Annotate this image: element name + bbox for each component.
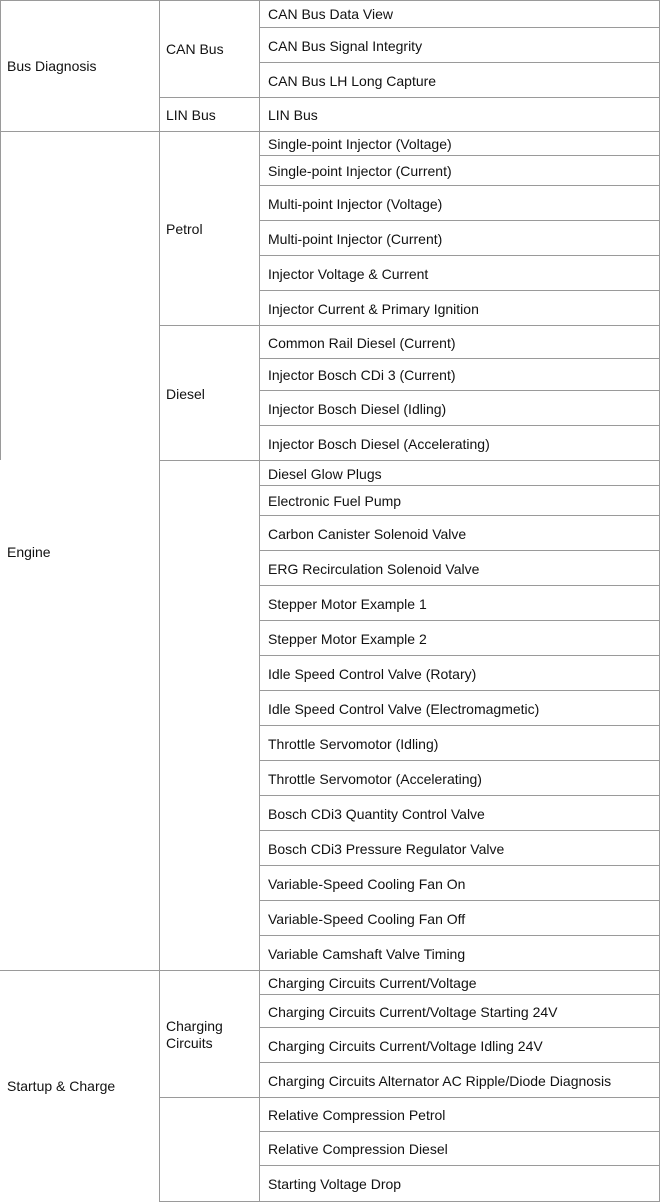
test-item[interactable] <box>260 551 660 586</box>
test-item-label: Variable-Speed Cooling Fan Off <box>268 910 466 927</box>
test-item[interactable] <box>260 486 660 516</box>
subcategory-label: Petrol <box>166 221 203 237</box>
test-item-label: Diesel Glow Plugs <box>268 465 382 482</box>
test-item-label: Bosch CDi3 Pressure Regulator Valve <box>268 840 505 857</box>
test-item-label: Throttle Servomotor (Accelerating) <box>268 770 482 787</box>
test-item-label: Starting Voltage Drop <box>268 1175 402 1192</box>
row-divider <box>260 485 660 486</box>
test-item-label: Charging Circuits Alternator AC Ripple/Diode Diagnosis <box>268 1072 612 1089</box>
test-item[interactable] <box>260 796 660 831</box>
row-divider <box>260 131 660 132</box>
category-label: Startup & Charge <box>7 1078 116 1094</box>
row-divider <box>260 27 660 28</box>
subcategory-cell <box>159 1098 259 1201</box>
test-item[interactable] <box>260 691 660 726</box>
test-item-label: Multi-point Injector (Voltage) <box>268 195 443 212</box>
row-divider <box>260 155 660 156</box>
test-item-label: Variable Camshaft Valve Timing <box>268 945 466 962</box>
test-item[interactable] <box>260 1166 660 1201</box>
row-divider <box>0 131 160 132</box>
row-divider <box>260 690 660 691</box>
subcategory-cell <box>159 0 259 98</box>
test-item-label: Variable-Speed Cooling Fan On <box>268 875 466 892</box>
row-divider <box>159 97 260 98</box>
test-item-label: Common Rail Diesel (Current) <box>268 334 456 351</box>
test-item-label: LIN Bus <box>268 107 318 123</box>
test-item-label: Injector Bosch Diesel (Accelerating) <box>268 435 490 452</box>
row-divider <box>260 1131 660 1132</box>
row-divider <box>260 830 660 831</box>
test-item[interactable] <box>260 1098 660 1132</box>
test-item[interactable] <box>260 995 660 1028</box>
test-item[interactable] <box>260 1063 660 1098</box>
row-divider <box>260 725 660 726</box>
test-item[interactable] <box>260 971 660 995</box>
test-item[interactable] <box>260 901 660 936</box>
test-item[interactable] <box>260 1028 660 1063</box>
row-divider <box>260 515 660 516</box>
test-item[interactable] <box>260 391 660 426</box>
test-item-label: Relative Compression Petrol <box>268 1107 446 1123</box>
test-item[interactable] <box>260 516 660 551</box>
row-divider <box>260 390 660 391</box>
subcategory-cell <box>159 132 259 326</box>
subcategory-label: CAN Bus <box>166 41 224 57</box>
subcategory-label: Charging Circuits <box>166 1017 223 1051</box>
row-divider <box>260 900 660 901</box>
row-divider <box>260 585 660 586</box>
row-divider <box>260 220 660 221</box>
test-item[interactable] <box>260 221 660 256</box>
row-divider <box>260 994 660 995</box>
row-divider <box>260 1097 660 1098</box>
subcategory-cell <box>159 461 259 971</box>
test-item[interactable] <box>260 831 660 866</box>
row-divider <box>260 795 660 796</box>
test-item[interactable] <box>260 156 660 186</box>
category-cell <box>0 132 159 971</box>
test-item-label: Single-point Injector (Current) <box>268 163 452 179</box>
subcategory-label: Diesel <box>166 385 205 402</box>
test-item[interactable] <box>260 726 660 761</box>
test-item[interactable] <box>260 63 660 98</box>
test-item-label: Stepper Motor Example 2 <box>268 630 427 647</box>
test-item-label: Idle Speed Control Valve (Electromagmetic) <box>268 700 540 717</box>
row-divider <box>159 1097 260 1098</box>
test-item-label: Injector Bosch CDi 3 (Current) <box>268 367 456 383</box>
row-divider <box>260 358 660 359</box>
test-item[interactable] <box>260 98 660 132</box>
row-divider <box>260 97 660 98</box>
test-item-label: Bosch CDi3 Quantity Control Valve <box>268 805 485 822</box>
row-divider <box>159 460 260 461</box>
row-divider <box>260 760 660 761</box>
test-item-label: Electronic Fuel Pump <box>268 493 402 509</box>
test-item[interactable] <box>260 256 660 291</box>
row-divider <box>260 460 660 461</box>
row-divider <box>260 1165 660 1166</box>
column-divider <box>259 0 260 1202</box>
category-cell <box>0 0 159 132</box>
test-item-label: CAN Bus LH Long Capture <box>268 72 437 89</box>
row-divider <box>159 131 260 132</box>
row-divider <box>260 620 660 621</box>
test-item-label: Idle Speed Control Valve (Rotary) <box>268 665 477 682</box>
test-item-label: Carbon Canister Solenoid Valve <box>268 525 467 542</box>
row-divider <box>260 425 660 426</box>
test-item-label: CAN Bus Data View <box>268 6 394 22</box>
test-item-label: Injector Current & Primary Ignition <box>268 300 479 317</box>
row-divider <box>260 255 660 256</box>
test-item-label: CAN Bus Signal Integrity <box>268 37 423 54</box>
column-divider <box>159 0 160 1202</box>
test-item-label: Stepper Motor Example 1 <box>268 595 427 612</box>
test-item[interactable] <box>260 291 660 326</box>
row-divider <box>159 970 260 971</box>
row-divider <box>260 62 660 63</box>
test-item[interactable] <box>260 0 660 28</box>
test-item[interactable] <box>260 28 660 63</box>
row-divider <box>260 865 660 866</box>
test-item[interactable] <box>260 1132 660 1166</box>
test-item[interactable] <box>260 621 660 656</box>
row-divider <box>260 325 660 326</box>
row-divider <box>260 290 660 291</box>
row-divider <box>159 325 260 326</box>
row-divider <box>260 1062 660 1063</box>
row-divider <box>260 550 660 551</box>
test-item[interactable] <box>260 656 660 691</box>
test-item-label: Charging Circuits Current/Voltage Starting 24V <box>268 1003 558 1020</box>
test-item[interactable] <box>260 761 660 796</box>
test-item-label: Multi-point Injector (Current) <box>268 230 443 247</box>
row-divider <box>260 655 660 656</box>
subcategory-cell <box>159 326 259 461</box>
test-item[interactable] <box>260 936 660 971</box>
row-divider <box>260 970 660 971</box>
category-label: Bus Diagnosis <box>7 58 97 74</box>
test-item[interactable] <box>260 586 660 621</box>
row-divider <box>0 0 660 1</box>
test-item[interactable] <box>260 186 660 221</box>
test-item[interactable] <box>260 461 660 486</box>
test-item-label: ERG Recirculation Solenoid Valve <box>268 560 480 577</box>
row-divider <box>260 185 660 186</box>
test-item[interactable] <box>260 326 660 359</box>
test-item-label: Injector Bosch Diesel (Idling) <box>268 400 447 417</box>
test-item[interactable] <box>260 866 660 901</box>
category-label: Engine <box>7 543 51 560</box>
test-item-label: Relative Compression Diesel <box>268 1141 448 1157</box>
test-item-label: Single-point Injector (Voltage) <box>268 136 452 152</box>
row-divider <box>260 1027 660 1028</box>
row-divider <box>260 935 660 936</box>
column-divider <box>0 0 1 460</box>
category-cell <box>0 971 159 1201</box>
row-divider <box>0 970 160 971</box>
subcategory-label: LIN Bus <box>166 107 216 123</box>
subcategory-cell <box>159 971 259 1098</box>
test-item[interactable] <box>260 359 660 391</box>
test-item-label: Charging Circuits Current/Voltage <box>268 975 477 991</box>
test-item[interactable] <box>260 132 660 156</box>
test-item-label: Throttle Servomotor (Idling) <box>268 735 439 752</box>
test-item-label: Injector Voltage & Current <box>268 265 429 282</box>
test-item[interactable] <box>260 426 660 461</box>
subcategory-cell <box>159 98 259 132</box>
test-item-label: Charging Circuits Current/Voltage Idling 24V <box>268 1037 543 1054</box>
